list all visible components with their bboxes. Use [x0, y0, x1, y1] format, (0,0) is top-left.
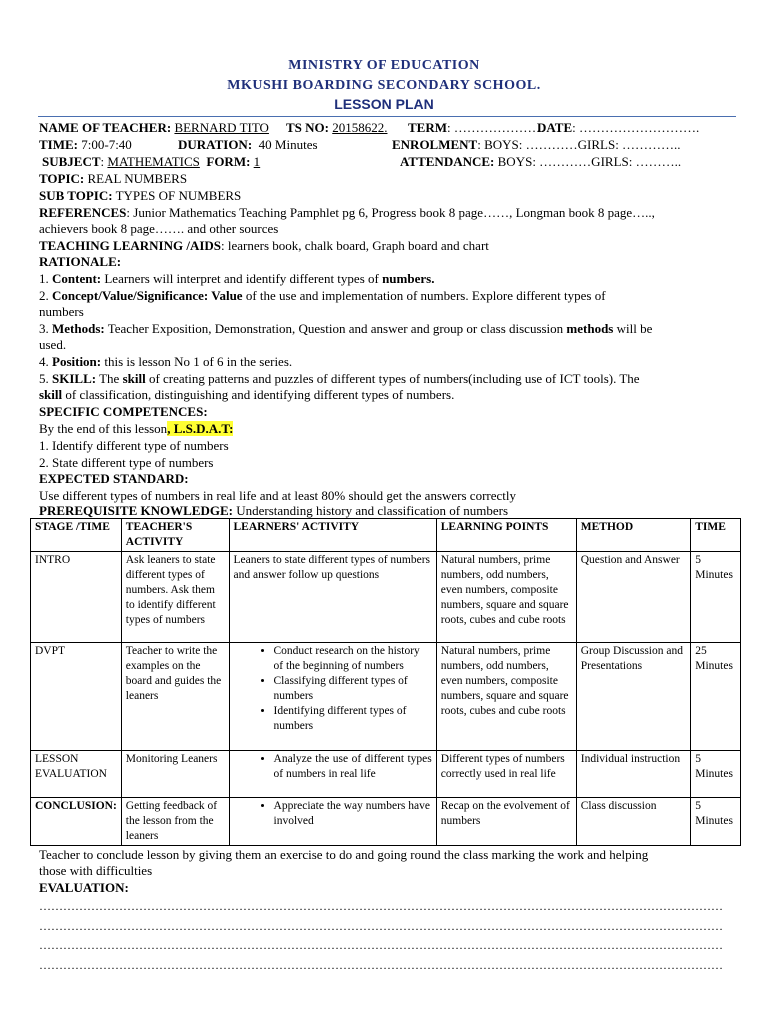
rationale-num: 2.: [39, 288, 52, 303]
topic-label: TOPIC:: [39, 171, 85, 186]
rationale-label-methods: Methods:: [52, 321, 105, 336]
table-header: LEARNERS' ACTIVITY: [229, 519, 436, 552]
subject-row: SUBJECT: MATHEMATICS FORM: 1: [42, 154, 261, 169]
attendance-label: ATTENDANCE:: [400, 154, 495, 169]
evaluation-line-2: ………………………………………………………………………………………………………………………………………………………: [39, 919, 723, 933]
rationale-item-3-cont: [39, 337, 66, 353]
rationale-label-concept: Concept/Value/Significance: Value: [52, 288, 243, 303]
points-cell: Natural numbers, prime numbers, odd numbers, even numbers, composite numbers, square and square roots, cubes and cube roots: [436, 552, 576, 643]
rationale-bold: skill: [39, 387, 63, 402]
competences-highlight: , L.S.D.A.T:: [167, 421, 234, 436]
rationale-text: of the use and implementation of numbers. Explore different types of: [242, 288, 606, 303]
method-cell: Group Discussion and Presentations: [576, 643, 691, 751]
evaluation-label: EVALUATION:: [39, 880, 129, 895]
learners-cell: [229, 798, 436, 846]
rationale-item-2: [39, 288, 606, 304]
rationale-text: Teacher Exposition, Demonstration, Question and answer and group or class discussion: [104, 321, 567, 336]
prerequisite-label: PREREQUISITE KNOWLEDGE:: [39, 503, 233, 518]
learners-cell: Leaners to state different types of numbers and answer follow up questions: [229, 552, 436, 643]
term-row: [408, 120, 545, 136]
rationale-text: Learners will interpret and identify different types of: [101, 271, 383, 286]
rationale-label-skill: SKILL:: [52, 371, 97, 386]
teacher-label: NAME OF TEACHER: [39, 120, 167, 135]
references-value-2: achievers book 8 page……. and other sources: [39, 221, 279, 236]
teacher-row: NAME OF TEACHER: BERNARD TITO: [39, 120, 269, 135]
learner-activity-item: • Classifying different types of numbers: [274, 674, 432, 704]
references-value: : Junior Mathematics Teaching Pamphlet pg 6, Progress book 8 page……, Longman book 8 page…..,: [126, 205, 655, 220]
table-row: [31, 643, 741, 751]
table-header: TIME: [691, 519, 741, 552]
table-header: METHOD: [576, 519, 691, 552]
competences-intro-row: [39, 421, 233, 437]
rationale-label: RATIONALE:: [39, 254, 122, 269]
lesson-table: [30, 518, 741, 846]
time-label: TIME:: [39, 137, 78, 152]
table-header: LEARNING POINTS: [436, 519, 576, 552]
attendance-value: BOYS: …………GIRLS: ………..: [497, 154, 682, 169]
subtopic-row: [39, 188, 241, 204]
time-row: [39, 137, 132, 153]
stage-cell: CONCLUSION:: [31, 798, 122, 846]
competence-item-2: [39, 455, 214, 471]
document-title: LESSON PLAN: [334, 96, 434, 112]
points-cell: Different types of numbers correctly used in real life: [436, 751, 576, 798]
form-value: 1: [253, 154, 261, 169]
stage-cell: LESSON EVALUATION: [31, 751, 122, 798]
table-row: [31, 552, 741, 643]
duration-value: 40 Minutes: [258, 137, 318, 152]
time-cell: 25 Minutes: [691, 643, 741, 751]
rationale-num: 5.: [39, 371, 52, 386]
learners-cell: [229, 643, 436, 751]
enrolment-label: ENROLMENT: [392, 137, 478, 152]
rationale-text: will be: [613, 321, 653, 336]
points-cell: Natural numbers, prime numbers, odd numbers, even numbers, composite numbers, square and square roots, cubes and cube roots: [436, 643, 576, 751]
evaluation-line-3: ………………………………………………………………………………………………………………………………………………………: [39, 938, 723, 952]
prerequisite-text: Understanding history and classification of numbers: [232, 503, 509, 518]
date-value: : ……………………….: [572, 120, 700, 135]
time-cell: 5 Minutes: [691, 552, 741, 643]
method-cell: Individual instruction: [576, 751, 691, 798]
conclusion-text: Teacher to conclude lesson by giving them an exercise to do and going round the class marking the work and helping: [39, 847, 649, 862]
ministry-heading: MINISTRY OF EDUCATION: [288, 58, 480, 73]
duration-row: [178, 137, 318, 153]
teacher-cell: Getting feedback of the lesson from the leaners: [121, 798, 229, 846]
competence-text: 1. Identify different type of numbers: [39, 438, 229, 453]
time-cell: 5 Minutes: [691, 798, 741, 846]
rationale-item-2-cont: [39, 304, 84, 320]
rationale-bold: numbers.: [382, 271, 435, 286]
conclusion-text: those with difficulties: [39, 863, 153, 878]
aids-label: TEACHING LEARNING /AIDS: [39, 238, 222, 253]
references-label: REFERENCES: [39, 205, 127, 220]
competences-intro: By the end of this lesson: [39, 421, 168, 436]
prerequisite-row: [39, 503, 508, 519]
subtopic-label: SUB TOPIC:: [39, 188, 113, 203]
date-label: DATE: [537, 120, 573, 135]
table-header: TEACHER'S ACTIVITY: [121, 519, 229, 552]
competence-item-1: [39, 438, 229, 454]
teacher-cell: Ask leaners to state different types of numbers. Ask them to identify different types of numbers: [121, 552, 229, 643]
method-cell: Question and Answer: [576, 552, 691, 643]
time-value: 7:00-7:40: [81, 137, 132, 152]
enrolment-value: : BOYS: …………GIRLS: …………..: [477, 137, 681, 152]
teacher-value: BERNARD TITO: [174, 120, 269, 135]
rationale-item-1: [39, 271, 434, 287]
method-cell: Class discussion: [576, 798, 691, 846]
rationale-item-5-cont: [39, 387, 454, 403]
evaluation-line-4: ………………………………………………………………………………………………………………………………………………………: [39, 958, 723, 972]
time-cell: 5 Minutes: [691, 751, 741, 798]
ts-value: 20158622.: [332, 120, 388, 135]
rationale-heading: [39, 254, 121, 270]
conclusion-row: [39, 847, 648, 863]
table-row: [31, 798, 741, 846]
competences-label: SPECIFIC COMPETENCES:: [39, 404, 208, 419]
ts-label: TS NO:: [286, 120, 329, 135]
attendance-row: [400, 154, 681, 170]
subject-label: SUBJECT: [42, 154, 101, 169]
table-row: [31, 751, 741, 798]
points-cell: Recap on the evolvement of numbers: [436, 798, 576, 846]
stage-cell: DVPT: [31, 643, 122, 751]
learner-activity-item: • Appreciate the way numbers have involved: [274, 799, 432, 829]
table-header-row: [31, 519, 741, 552]
aids-row: [39, 238, 489, 254]
subtopic-value: TYPES OF NUMBERS: [115, 188, 242, 203]
rationale-label-content: Content:: [52, 271, 102, 286]
rationale-text: The: [96, 371, 123, 386]
expected-label: EXPECTED STANDARD:: [39, 471, 189, 486]
references-row-2: [39, 221, 278, 237]
topic-row: [39, 171, 187, 187]
header-divider: [38, 116, 736, 117]
learners-cell: [229, 751, 436, 798]
rationale-num: 3.: [39, 321, 52, 336]
rationale-text: of creating patterns and puzzles of different types of numbers(including use of ICT tools). The: [145, 371, 640, 386]
rationale-item-5: [39, 371, 640, 387]
rationale-text: of classification, distinguishing and identifying different types of numbers.: [62, 387, 455, 402]
term-value: : …………………: [447, 120, 545, 135]
conclusion-row-2: [39, 863, 152, 879]
expected-heading: [39, 471, 189, 487]
competences-heading: [39, 404, 208, 420]
competence-text: 2. State different type of numbers: [39, 455, 214, 470]
stage-cell: INTRO: [31, 552, 122, 643]
rationale-item-3: [39, 321, 652, 337]
evaluation-line-1: ………………………………………………………………………………………………………………………………………………………: [39, 899, 723, 913]
rationale-item-4: [39, 354, 292, 370]
ts-row: [286, 120, 387, 136]
teacher-cell: Teacher to write the examples on the board and guides the leaners: [121, 643, 229, 751]
expected-text: Use different types of numbers in real life and at least 80% should get the answers correctly: [39, 488, 516, 503]
learner-activity-item: • Identifying different types of numbers: [274, 704, 432, 734]
aids-value: : learners book, chalk board, Graph board and chart: [221, 238, 489, 253]
rationale-bold: skill: [122, 371, 146, 386]
date-row: [537, 120, 699, 136]
rationale-bold: methods: [566, 321, 614, 336]
term-label: TERM: [408, 120, 447, 135]
duration-label: DURATION:: [178, 137, 253, 152]
rationale-num: 1.: [39, 271, 52, 286]
rationale-text: used.: [39, 337, 67, 352]
subject-value: MATHEMATICS: [107, 154, 200, 169]
school-heading: MKUSHI BOARDING SECONDARY SCHOOL.: [227, 78, 541, 93]
table-header: STAGE /TIME: [31, 519, 122, 552]
topic-value: REAL NUMBERS: [87, 171, 188, 186]
learner-activity-item: • Conduct research on the history of the beginning of numbers: [274, 644, 432, 674]
learner-activity-item: • Analyze the use of different types of numbers in real life: [274, 752, 432, 782]
expected-row: [39, 488, 516, 504]
rationale-text: this is lesson No 1 of 6 in the series.: [101, 354, 293, 369]
enrolment-row: [392, 137, 681, 153]
evaluation-heading: [39, 880, 129, 896]
rationale-label-position: Position:: [52, 354, 102, 369]
rationale-text: numbers: [39, 304, 84, 319]
teacher-cell: Monitoring Leaners: [121, 751, 229, 798]
rationale-num: 4.: [39, 354, 52, 369]
references-row: [39, 205, 655, 221]
form-label: FORM:: [206, 154, 251, 169]
